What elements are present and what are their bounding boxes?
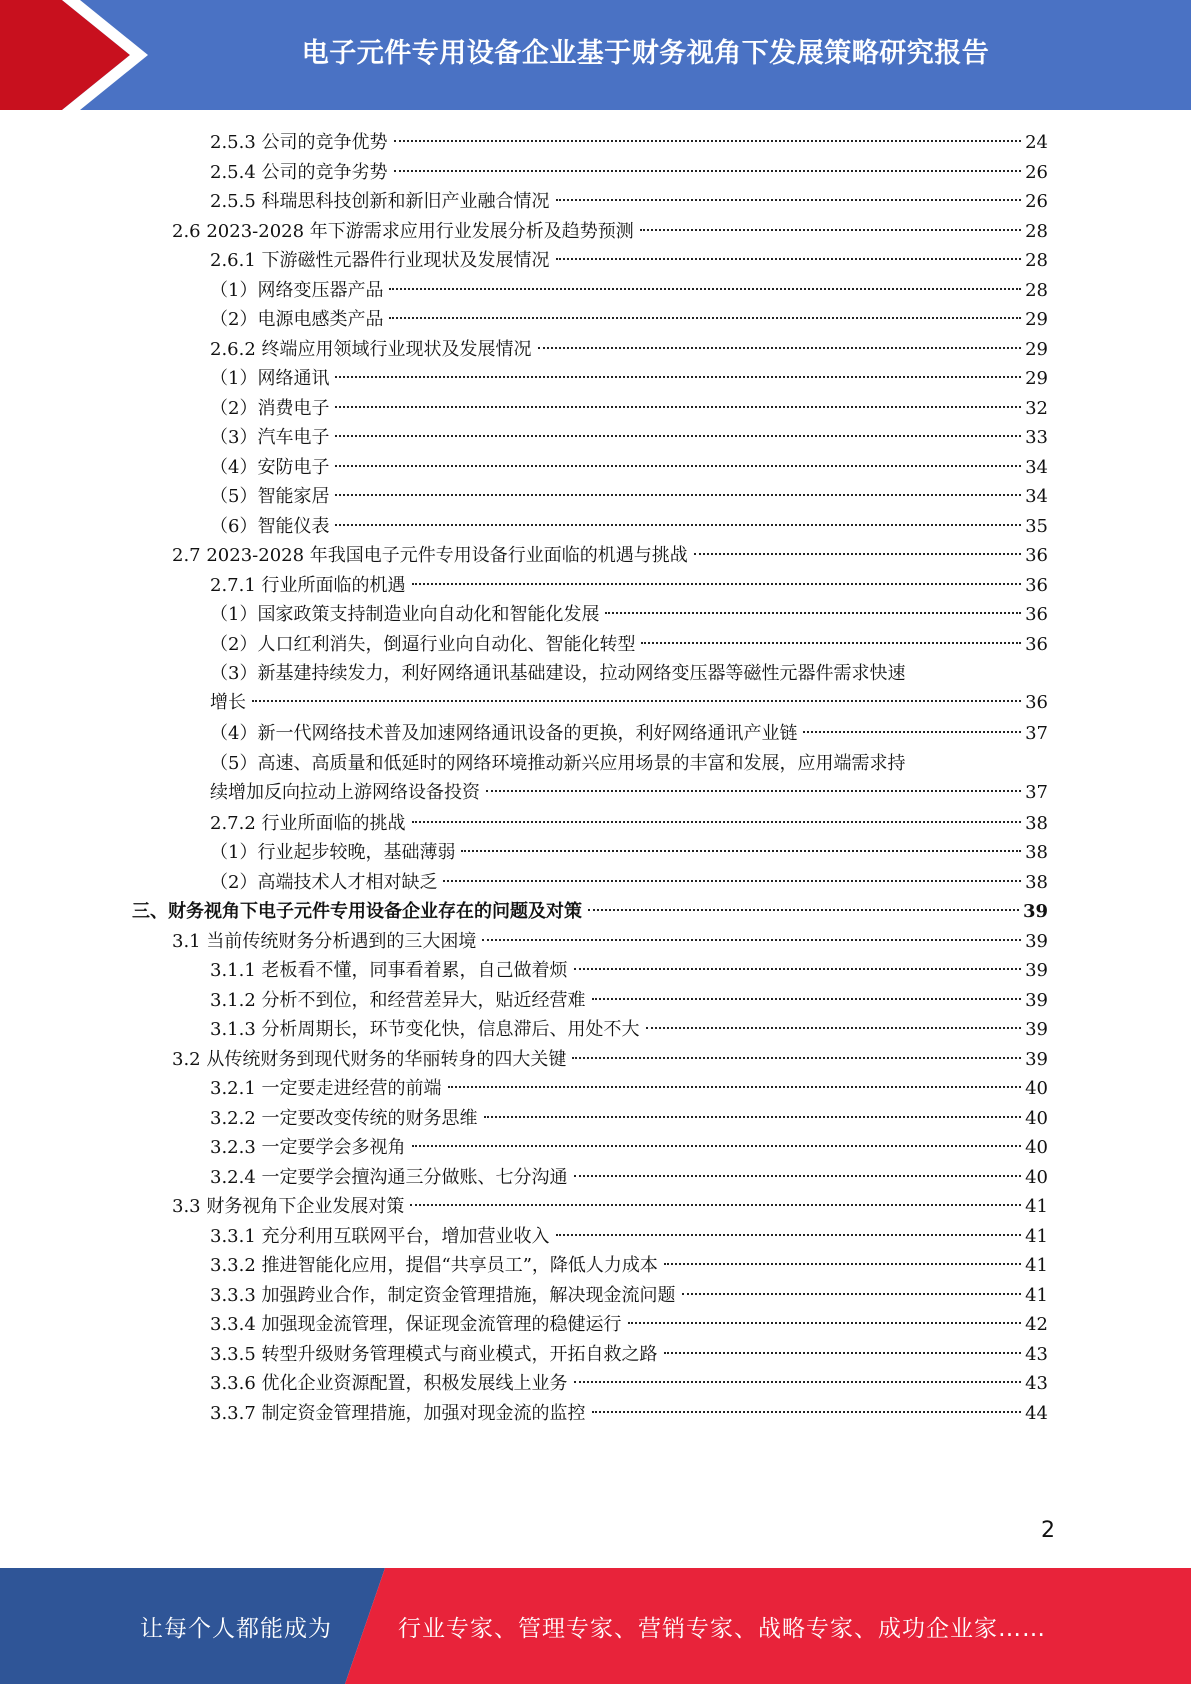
toc-dot-leader — [605, 612, 1021, 614]
toc-dot-leader — [412, 1145, 1022, 1147]
toc-dot-leader — [335, 435, 1021, 437]
toc-entry-text: （1）行业起步较晚，基础薄弱 — [210, 842, 456, 863]
toc-entry-text: 3.3.6 优化企业资源配置，积极发展线上业务 — [210, 1373, 568, 1394]
toc-entry-page: 39 — [1025, 960, 1048, 981]
toc-dot-leader — [664, 1352, 1022, 1354]
toc-entry-page: 26 — [1025, 191, 1048, 212]
toc-entry[interactable] — [0, 1014, 1191, 1045]
toc-entry-text: 续增加反向拉动上游网络设备投资 — [210, 781, 480, 803]
toc-dot-leader — [572, 1057, 1021, 1059]
toc-entry[interactable] — [0, 748, 1191, 810]
toc-entry[interactable] — [0, 896, 1191, 927]
toc-entry-page: 37 — [1025, 723, 1048, 744]
toc-entry-page: 40 — [1025, 1137, 1048, 1158]
toc-dot-leader — [592, 1411, 1022, 1413]
toc-entry-page: 36 — [1025, 574, 1048, 596]
toc-entry-page: 44 — [1025, 1402, 1048, 1424]
toc-entry-page: 24 — [1025, 132, 1048, 153]
toc-entry[interactable] — [0, 985, 1191, 1016]
toc-entry-text: 2.7 2023-2028 年我国电子元件专用设备行业面临的机遇与挑战 — [172, 545, 688, 566]
toc-entry[interactable] — [0, 599, 1191, 630]
toc-dot-leader — [574, 1175, 1022, 1177]
toc-dot-leader — [592, 998, 1022, 1000]
toc-entry-page: 37 — [1025, 781, 1048, 803]
toc-entry-text: 3.3.3 加强跨业合作，制定资金管理措施，解决现金流问题 — [210, 1284, 676, 1306]
page-header — [0, 0, 1191, 110]
toc-dot-leader — [588, 909, 1019, 911]
toc-entry-text: （2）电源电感类产品 — [210, 309, 384, 330]
toc-dot-leader — [556, 199, 1022, 201]
toc-dot-leader — [335, 465, 1021, 467]
toc-entry-page: 38 — [1025, 871, 1048, 893]
toc-entry-page: 36 — [1025, 545, 1048, 566]
toc-entry-page: 42 — [1025, 1314, 1048, 1335]
toc-entry[interactable] — [0, 216, 1191, 247]
toc-entry[interactable] — [0, 1221, 1191, 1252]
toc-entry[interactable] — [0, 1368, 1191, 1399]
toc-dot-leader — [641, 642, 1021, 644]
toc-entry[interactable] — [0, 1398, 1191, 1429]
toc-entry-page: 43 — [1025, 1373, 1048, 1394]
toc-entry[interactable] — [0, 363, 1191, 394]
toc-dot-leader — [412, 583, 1022, 585]
toc-entry[interactable] — [0, 570, 1191, 601]
toc-entry-text: 2.6.2 终端应用领域行业现状及发展情况 — [210, 338, 532, 360]
toc-dot-leader — [389, 317, 1021, 319]
toc-entry-page: 41 — [1025, 1255, 1048, 1276]
toc-entry-text: （3）汽车电子 — [210, 427, 330, 448]
toc-entry-text: 2.6 2023-2028 年下游需求应用行业发展分析及趋势预测 — [172, 220, 634, 242]
toc-dot-leader — [574, 1381, 1022, 1383]
toc-entry-page: 39 — [1025, 1048, 1048, 1070]
toc-entry-text: （6）智能仪表 — [210, 515, 330, 537]
toc-dot-leader — [335, 406, 1021, 408]
toc-entry-text: （4）新一代网络技术普及加速网络通讯设备的更换，利好网络通讯产业链 — [210, 723, 798, 744]
toc-entry[interactable] — [0, 629, 1191, 660]
toc-entry-text: （4）安防电子 — [210, 456, 330, 478]
toc-entry-text: （2）人口红利消失，倒逼行业向自动化、智能化转型 — [210, 633, 636, 655]
toc-entry-text: 3.3.5 转型升级财务管理模式与商业模式，开拓自救之路 — [210, 1343, 658, 1365]
toc-dot-leader — [682, 1293, 1022, 1295]
toc-dot-leader — [394, 140, 1022, 142]
toc-entry[interactable] — [0, 127, 1191, 158]
toc-entry-text: （1）网络变压器产品 — [210, 279, 384, 301]
page-footer — [0, 1568, 1191, 1684]
toc-entry-page: 39 — [1025, 1019, 1048, 1040]
toc-entry-text: 3.3.1 充分利用互联网平台，增加营业收入 — [210, 1225, 550, 1247]
toc-entry-page: 36 — [1025, 692, 1048, 713]
toc-entry[interactable] — [0, 658, 1191, 720]
toc-dot-leader — [443, 880, 1021, 882]
toc-entry[interactable] — [0, 393, 1191, 424]
toc-dot-leader — [574, 968, 1022, 970]
toc-entry[interactable] — [0, 540, 1191, 571]
report-title: 电子元件专用设备企业基于财务视角下发展策略研究报告 — [301, 37, 990, 69]
toc-entry-page: 34 — [1025, 456, 1048, 478]
toc-entry-text: （1）网络通讯 — [210, 368, 330, 389]
toc-entry-page: 28 — [1025, 220, 1048, 242]
toc-entry-text: 3.1.2 分析不到位，和经营差异大，贴近经营难 — [210, 989, 586, 1011]
toc-entry-page: 32 — [1025, 397, 1048, 419]
toc-entry-text: 3.2.1 一定要走进经营的前端 — [210, 1078, 442, 1099]
toc-entry-page: 40 — [1025, 1107, 1048, 1129]
toc-entry-page: 39 — [1022, 901, 1048, 922]
toc-entry[interactable] — [0, 511, 1191, 542]
toc-dot-leader — [482, 939, 1021, 941]
toc-entry-text: （1）国家政策支持制造业向自动化和智能化发展 — [210, 604, 600, 625]
toc-entry-page: 41 — [1025, 1196, 1048, 1217]
toc-entry-text: （2）消费电子 — [210, 397, 330, 419]
toc-entry-text: 3.3.7 制定资金管理措施，加强对现金流的监控 — [210, 1402, 586, 1424]
toc-entry-page: 41 — [1025, 1284, 1048, 1306]
toc-entry[interactable] — [0, 157, 1191, 188]
toc-entry-page: 38 — [1025, 842, 1048, 863]
toc-entry[interactable] — [0, 1073, 1191, 1104]
toc-entry-text: 3.1 当前传统财务分析遇到的三大困境 — [172, 930, 477, 952]
toc-entry-page: 26 — [1025, 161, 1048, 183]
toc-entry-text-line1: （3）新基建持续发力，利好网络通讯基础建设，拉动网络变压器等磁性元器件需求快速 — [210, 663, 906, 684]
toc-entry[interactable] — [0, 1339, 1191, 1370]
toc-dot-leader — [394, 170, 1022, 172]
toc-dot-leader — [694, 553, 1021, 555]
toc-entry-page: 40 — [1025, 1078, 1048, 1099]
toc-entry[interactable] — [0, 1103, 1191, 1134]
toc-entry-text: 3.2.4 一定要学会擅沟通三分做账、七分沟通 — [210, 1166, 568, 1188]
toc-entry[interactable] — [0, 304, 1191, 335]
toc-entry-text: 增长 — [210, 692, 246, 713]
toc-entry[interactable] — [0, 334, 1191, 365]
toc-entry-text: 2.6.1 下游磁性元器件行业现状及发展情况 — [210, 250, 550, 271]
header-chevron-icon — [0, 0, 160, 110]
toc-entry-text: 2.5.3 公司的竞争优势 — [210, 132, 388, 153]
toc-entry[interactable] — [0, 452, 1191, 483]
toc-dot-leader — [803, 731, 1021, 733]
toc-entry[interactable] — [0, 1309, 1191, 1340]
toc-dot-leader — [646, 1027, 1022, 1029]
toc-entry-text: （5）智能家居 — [210, 486, 330, 507]
toc-entry-page: 29 — [1025, 338, 1048, 360]
toc-dot-leader — [664, 1263, 1021, 1265]
toc-entry-page: 28 — [1025, 279, 1048, 301]
toc-entry-text: 3.2.3 一定要学会多视角 — [210, 1137, 406, 1158]
toc-entry[interactable] — [0, 481, 1191, 512]
toc-entry[interactable] — [0, 1191, 1191, 1222]
toc-entry[interactable] — [0, 955, 1191, 986]
toc-entry[interactable] — [0, 718, 1191, 749]
toc-dot-leader — [252, 700, 1021, 702]
toc-entry[interactable] — [0, 186, 1191, 217]
toc-dot-leader — [484, 1116, 1022, 1118]
toc-entry-text: 3.2 从传统财务到现代财务的华丽转身的四大关键 — [172, 1048, 567, 1070]
toc-dot-leader — [448, 1086, 1022, 1088]
toc-entry-page: 34 — [1025, 486, 1048, 507]
toc-entry-page: 38 — [1025, 812, 1048, 834]
toc-entry-text: 三、财务视角下电子元件专用设备企业存在的问题及对策 — [132, 901, 582, 922]
toc-entry[interactable] — [0, 422, 1191, 453]
toc-entry-text: 3.1.3 分析周期长，环节变化快，信息滞后、用处不大 — [210, 1019, 640, 1040]
toc-dot-leader — [556, 258, 1022, 260]
toc-entry-page: 35 — [1025, 515, 1048, 537]
toc-entry-text: 2.7.2 行业所面临的挑战 — [210, 812, 406, 834]
toc-entry-text: 3.3 财务视角下企业发展对策 — [172, 1196, 405, 1217]
toc-entry-text: 2.7.1 行业所面临的机遇 — [210, 574, 406, 596]
toc-dot-leader — [335, 376, 1021, 378]
toc-dot-leader — [556, 1234, 1022, 1236]
toc-entry-page: 39 — [1025, 930, 1048, 952]
toc-entry-text: 2.5.5 科瑞思科技创新和新旧产业融合情况 — [210, 191, 550, 212]
footer-slogan-right: 行业专家、管理专家、营销专家、战略专家、成功企业家…… — [398, 1615, 1046, 1642]
toc-entry-text: 2.5.4 公司的竞争劣势 — [210, 161, 388, 183]
toc-entry[interactable] — [0, 1280, 1191, 1311]
toc-entry-text: 3.3.2 推进智能化应用，提倡“共享员工”，降低人力成本 — [210, 1255, 658, 1276]
toc-dot-leader — [628, 1322, 1022, 1324]
toc-dot-leader — [335, 494, 1021, 496]
toc-dot-leader — [486, 790, 1021, 792]
toc-entry[interactable] — [0, 1132, 1191, 1163]
toc-entry-page: 28 — [1025, 250, 1048, 271]
toc-dot-leader — [640, 229, 1021, 231]
toc-entry[interactable] — [0, 837, 1191, 868]
toc-entry-page: 43 — [1025, 1343, 1048, 1365]
toc-entry-page: 41 — [1025, 1225, 1048, 1247]
toc-entry-page: 29 — [1025, 368, 1048, 389]
footer-slogan-left: 让每个人都能成为 — [140, 1615, 332, 1642]
toc-entry-text: 3.1.1 老板看不懂，同事看着累，自己做着烦 — [210, 960, 568, 981]
toc-entry-page: 33 — [1025, 427, 1048, 448]
page-number: 2 — [1041, 1518, 1055, 1543]
toc-dot-leader — [538, 347, 1022, 349]
toc-entry-page: 36 — [1025, 604, 1048, 625]
toc-entry-page: 40 — [1025, 1166, 1048, 1188]
toc-entry[interactable] — [0, 1162, 1191, 1193]
toc-dot-leader — [389, 288, 1021, 290]
toc-entry-text: 3.2.2 一定要改变传统的财务思维 — [210, 1107, 478, 1129]
toc-entry[interactable] — [0, 808, 1191, 839]
toc-entry-page: 29 — [1025, 309, 1048, 330]
toc-entry[interactable] — [0, 1044, 1191, 1075]
toc-entry-text: 3.3.4 加强现金流管理，保证现金流管理的稳健运行 — [210, 1314, 622, 1335]
toc-dot-leader — [410, 1204, 1021, 1206]
toc-entry-page: 39 — [1025, 989, 1048, 1011]
toc-entry-text: （2）高端技术人才相对缺乏 — [210, 871, 438, 893]
toc-dot-leader — [412, 821, 1022, 823]
toc-entry[interactable] — [0, 1250, 1191, 1281]
toc-entry[interactable] — [0, 275, 1191, 306]
toc-dot-leader — [461, 850, 1021, 852]
toc-entry-page: 36 — [1025, 633, 1048, 655]
toc-entry[interactable] — [0, 245, 1191, 276]
toc-entry-text-line1: （5）高速、高质量和低延时的网络环境推动新兴应用场景的丰富和发展，应用端需求持 — [210, 752, 906, 774]
toc-entry[interactable] — [0, 867, 1191, 898]
toc-dot-leader — [335, 524, 1021, 526]
toc-entry[interactable] — [0, 926, 1191, 957]
